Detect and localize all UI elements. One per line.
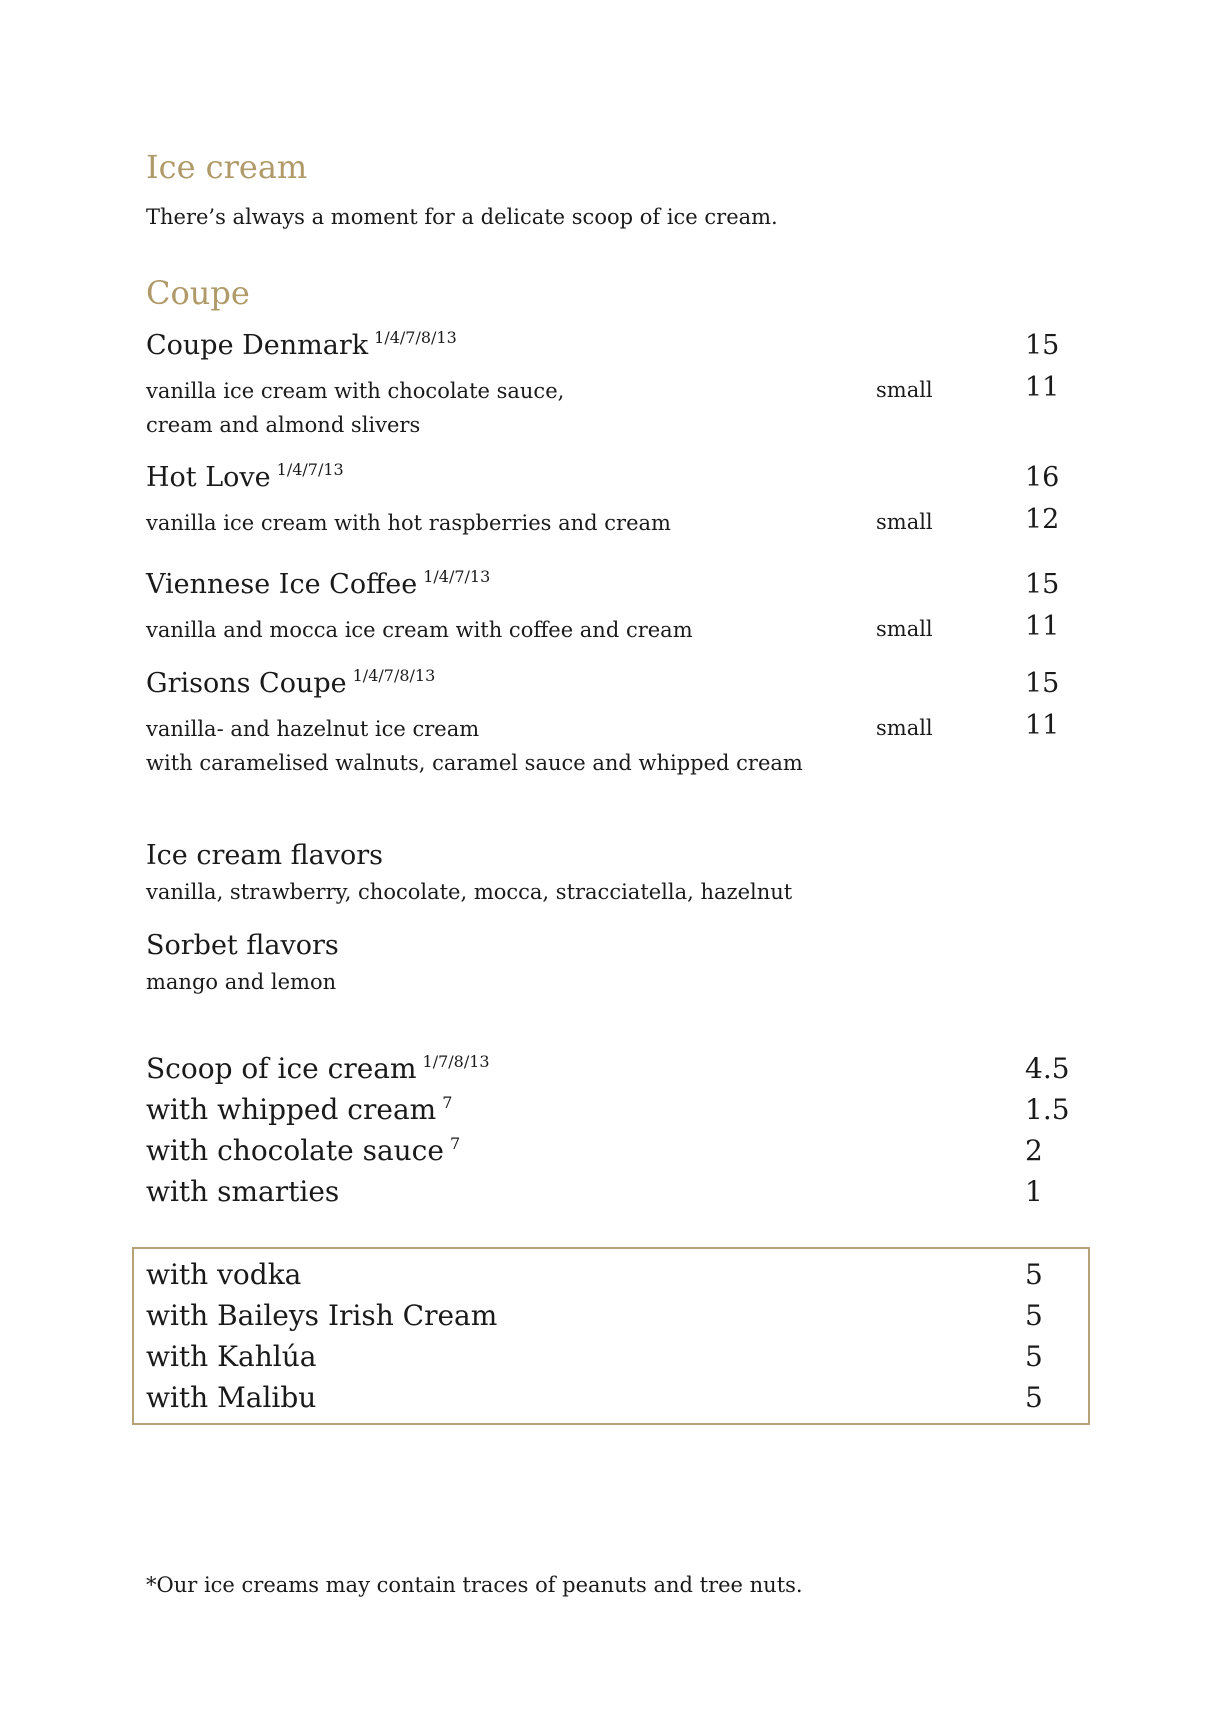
- menu-item-name: [146, 668, 435, 699]
- menu-item-name: [146, 462, 344, 493]
- spirit-item-name: with Baileys Irish Cream: [146, 1299, 498, 1332]
- allergen-codes: 7: [442, 1093, 453, 1112]
- allergen-codes: 1/7/8/13: [422, 1052, 490, 1071]
- item-description-line: vanilla ice cream with hot raspberries and cream: [146, 511, 671, 535]
- scoop-name-text: with smarties: [146, 1175, 340, 1208]
- item-description-line: with caramelised walnuts, caramel sauce and whipped cream: [146, 751, 803, 775]
- scoop-item-name: [146, 1093, 452, 1126]
- item-description-line: vanilla and mocca ice cream with coffee and cream: [146, 618, 693, 642]
- small-size-label: small: [876, 617, 933, 641]
- scoop-item-name: [146, 1052, 490, 1085]
- allergy-note: *Our ice creams may contain traces of peanuts and tree nuts.: [146, 1573, 803, 1597]
- small-size-label: small: [876, 716, 933, 740]
- scoop-name-text: with whipped cream: [146, 1093, 437, 1126]
- scoop-item-price: 2: [1025, 1134, 1043, 1167]
- scoop-item-price: 4.5: [1025, 1052, 1070, 1085]
- item-name-text: Viennese Ice Coffee: [146, 569, 418, 600]
- scoop-name-text: Scoop of ice cream: [146, 1052, 417, 1085]
- scoop-item-name: [146, 1134, 460, 1167]
- ice-cream-flavors-title: Ice cream flavors: [146, 840, 384, 871]
- allergen-codes: 1/4/7/8/13: [352, 666, 436, 685]
- allergen-codes: 1/4/7/8/13: [374, 328, 457, 347]
- small-size-price: 11: [1025, 710, 1060, 741]
- item-description-line: vanilla- and hazelnut ice cream: [146, 717, 480, 741]
- allergen-codes: 7: [449, 1134, 461, 1153]
- page-title: Ice cream: [146, 148, 308, 186]
- item-price: 15: [1025, 330, 1060, 361]
- intro-text: There’s always a moment for a delicate scoop of ice cream.: [146, 205, 778, 229]
- scoop-item-name: [146, 1175, 339, 1208]
- sorbet-flavors-title: Sorbet flavors: [146, 930, 339, 961]
- item-name-text: Hot Love: [146, 462, 271, 493]
- allergen-codes: 1/4/7/13: [423, 567, 491, 586]
- sorbet-flavors-list: mango and lemon: [146, 970, 337, 994]
- allergen-codes: 1/4/7/13: [276, 460, 344, 479]
- spirit-item-name: with vodka: [146, 1258, 302, 1291]
- item-price: 15: [1025, 569, 1060, 600]
- spirit-item-price: 5: [1025, 1258, 1043, 1291]
- scoop-name-text: with chocolate sauce: [146, 1134, 444, 1167]
- item-description-line: cream and almond slivers: [146, 413, 421, 437]
- item-name-text: Coupe Denmark: [146, 330, 369, 361]
- menu-item-name: [146, 330, 457, 361]
- scoop-item-price: 1: [1025, 1175, 1043, 1208]
- item-price: 15: [1025, 668, 1060, 699]
- spirit-item-price: 5: [1025, 1381, 1043, 1414]
- menu-item-name: [146, 569, 490, 600]
- small-size-price: 11: [1025, 372, 1060, 403]
- small-size-label: small: [876, 378, 933, 402]
- spirit-item-price: 5: [1025, 1340, 1043, 1373]
- spirit-item-name: with Malibu: [146, 1381, 317, 1414]
- ice-cream-flavors-list: vanilla, strawberry, chocolate, mocca, stracciatella, hazelnut: [146, 880, 793, 904]
- small-size-price: 11: [1025, 611, 1060, 642]
- coupe-heading: Coupe: [146, 274, 250, 312]
- item-price: 16: [1025, 462, 1060, 493]
- small-size-label: small: [876, 510, 933, 534]
- spirit-item-name: with Kahlúa: [146, 1340, 317, 1373]
- small-size-price: 12: [1025, 504, 1060, 535]
- scoop-item-price: 1.5: [1025, 1093, 1070, 1126]
- item-name-text: Grisons Coupe: [146, 668, 347, 699]
- spirit-item-price: 5: [1025, 1299, 1043, 1332]
- item-description-line: vanilla ice cream with chocolate sauce,: [146, 379, 565, 403]
